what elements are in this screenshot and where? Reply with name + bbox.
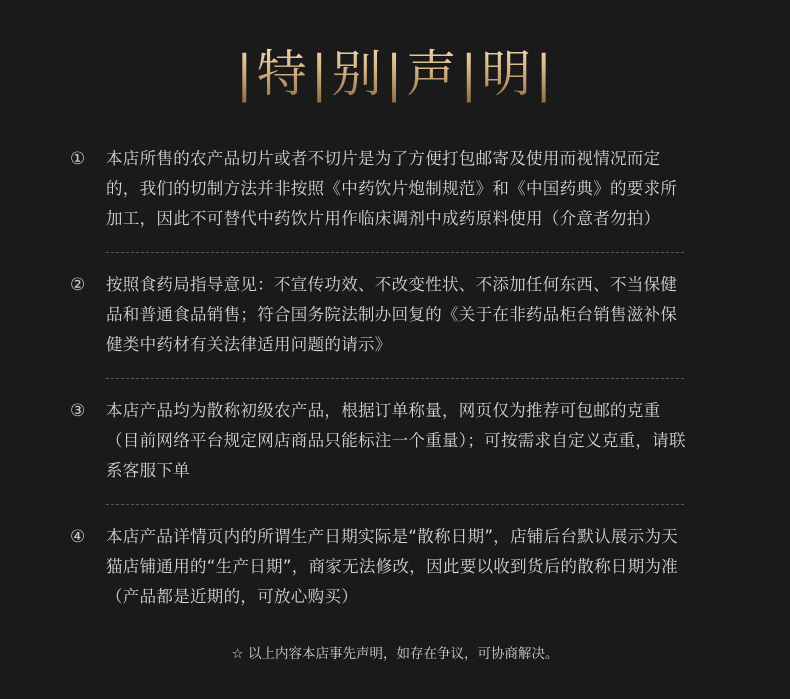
- dashed-divider: [106, 378, 684, 379]
- title-char: 声: [406, 45, 459, 103]
- item-number: ③: [70, 401, 86, 421]
- star-icon: ☆: [231, 646, 244, 662]
- statement-list: [70, 144, 686, 612]
- item-text: 本店所售的农产品切片或者不切片是为了方便打包邮寄及使用而视情况而定的，我们的切制方法并非按照《中药饮片炮制规范》和《中国药典》的要求所加工，因此不可替代中药饮片用作临床调剂中成药原料使用（介意者勿拍）: [106, 149, 678, 228]
- statement-item-1: [70, 144, 686, 234]
- dashed-divider: [106, 252, 684, 253]
- title-separator: |: [385, 45, 405, 103]
- footer-text: 以上内容本店事先声明，如存在争议，可协商解决。: [247, 646, 559, 662]
- title-char: 特: [256, 45, 309, 103]
- footer-note: [0, 644, 790, 664]
- title-separator: |: [235, 45, 255, 103]
- statement-item-2: [70, 270, 686, 360]
- item-number: ②: [70, 275, 86, 295]
- statement-item-3: [70, 396, 686, 486]
- item-number: ④: [70, 527, 86, 547]
- title-char: 别: [331, 45, 384, 103]
- item-text: 本店产品均为散称初级农产品，根据订单称量，网页仅为推荐可包邮的克重（目前网络平台规定网店商品只能标注一个重量）；可按需求自定义克重，请联系客服下单: [106, 401, 686, 480]
- statement-item-4: [70, 522, 686, 612]
- item-text: 按照食药局指导意见：不宣传功效、不改变性状、不添加任何东西、不当保健品和普通食品销售；符合国务院法制办回复的《关于在非药品柜台销售滋补保健类中药材有关法律适用问题的请示》: [106, 275, 678, 354]
- title-char: 明: [481, 45, 534, 103]
- page-title: [0, 38, 790, 110]
- title-separator: |: [535, 45, 555, 103]
- item-text: 本店产品详情页内的所谓生产日期实际是“散称日期”，店铺后台默认展示为天猫店铺通用的“生产日期”，商家无法修改，因此要以收到货后的散称日期为准（产品都是近期的，可放心购买）: [106, 527, 679, 606]
- item-number: ①: [70, 149, 86, 169]
- title-separator: |: [310, 45, 330, 103]
- title-separator: |: [460, 45, 480, 103]
- dashed-divider: [106, 504, 684, 505]
